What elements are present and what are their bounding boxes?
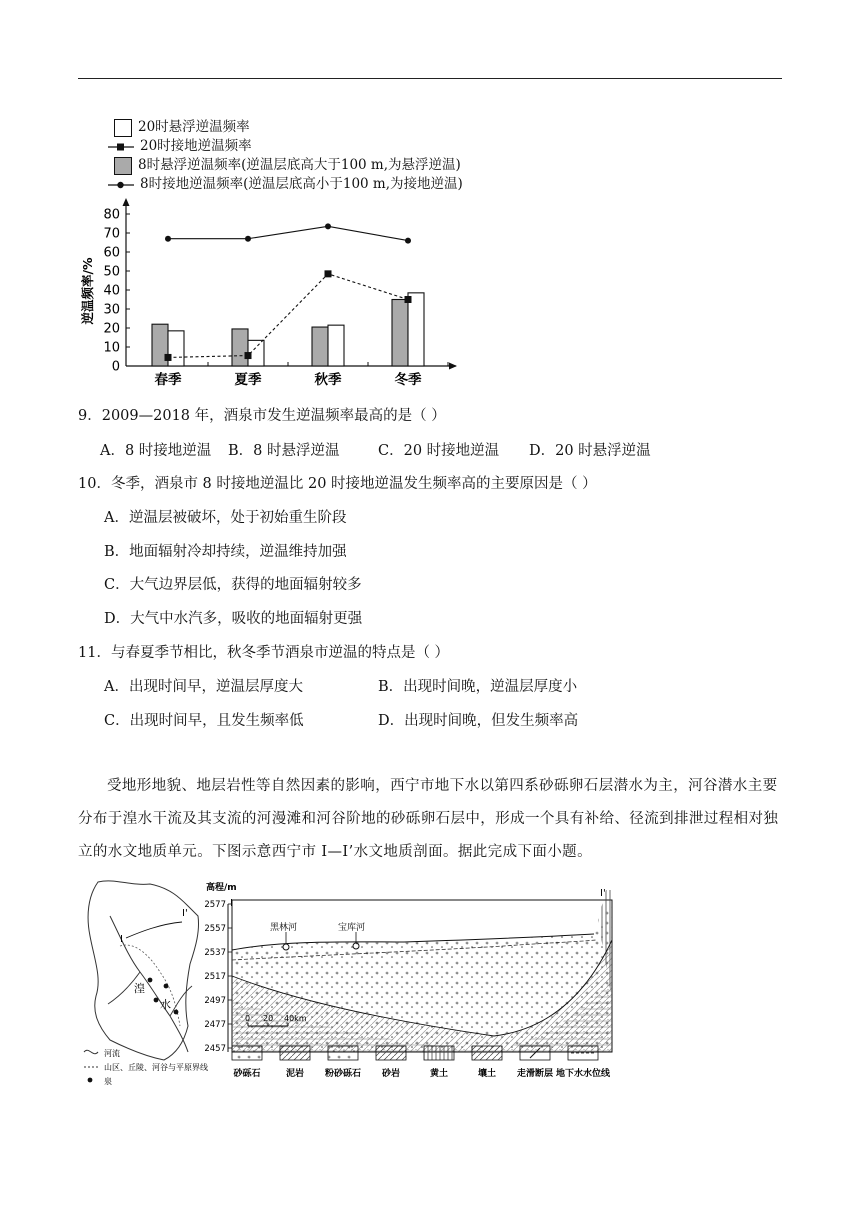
legend-label: 8时接地逆温频率(逆温层底高小于100 m,为接地逆温): [140, 176, 463, 192]
point-8h-ground: [405, 238, 411, 244]
section-y-tick-label: 2457: [204, 1044, 226, 1054]
x-tick-label: 春季: [154, 372, 182, 388]
y-tick-label: 0: [111, 359, 120, 375]
gray-box-icon: [114, 157, 132, 175]
section-y-tick-label: 2537: [204, 948, 226, 958]
point-20h-ground: [325, 270, 332, 277]
question-10-stem: 10．冬季，酒泉市 8 时接地逆温比 20 时接地逆温发生频率高的主要原因是（ ）: [78, 476, 597, 492]
legend-item-20h-suspended: [114, 118, 250, 136]
question-9-stem: 9．2009—2018 年，酒泉市发生逆温频率最高的是（ ）: [78, 408, 446, 424]
y-tick-label: 20: [103, 321, 120, 337]
y-tick-label: 80: [103, 207, 120, 223]
question-11-option-a: A．出现时间早，逆温层厚度大: [104, 679, 303, 695]
question-9-option-d: D．20 时悬浮逆温: [529, 443, 651, 459]
section-legend-label: 粉砂砾石: [324, 1069, 362, 1079]
question-10-option-b: B．地面辐射冷却持续，逆温维持加强: [104, 544, 347, 560]
question-9-option-a: A．8 时接地逆温: [100, 443, 212, 459]
y-tick-label: 60: [103, 245, 120, 261]
y-axis-arrow: [123, 198, 130, 206]
gravel-legend-swatch: [232, 1046, 262, 1060]
y-tick-label: 50: [103, 264, 120, 280]
section-legend: [226, 1044, 626, 1082]
mudstone-legend-swatch: [280, 1046, 310, 1060]
section-legend-label: 壤土: [477, 1069, 497, 1079]
map-label-i-prime: I': [182, 908, 188, 919]
bar-20h-suspended: [408, 293, 424, 366]
point-8h-ground: [325, 223, 331, 229]
map-legend-boundary: 山区、丘陵、河谷与平原界线: [104, 1063, 208, 1072]
point-8h-ground: [165, 236, 171, 242]
map-label-shui: 水: [160, 998, 171, 1011]
section-legend-label: 泥岩: [285, 1069, 305, 1079]
spring-marker: [174, 1010, 179, 1015]
square-line-icon: [108, 139, 134, 155]
section-y-tick-label: 2577: [204, 900, 226, 910]
silty-gravel-legend-swatch: [328, 1046, 358, 1060]
legend-item-8h-ground: [114, 175, 463, 193]
fault-symbol: [530, 1048, 540, 1058]
legend-label: 20时接地逆温频率: [140, 138, 252, 154]
section-legend-label: 黄土: [429, 1069, 449, 1079]
river-label-heilin: 黑林河: [270, 923, 298, 933]
question-10-option-a: A．逆温层被破坏，处于初始重生阶段: [104, 510, 347, 526]
y-tick-label: 30: [103, 302, 120, 318]
legend-item-8h-suspended: [114, 156, 461, 174]
open-box-icon: [114, 119, 132, 137]
legend-label: 20时悬浮逆温频率: [138, 119, 250, 135]
section-legend-label: 走滑断层: [516, 1069, 554, 1079]
question-9-option-b: B．8 时悬浮逆温: [228, 443, 340, 459]
scale-label-20: 20: [263, 1014, 274, 1023]
river-label-baoku: 宝库河: [338, 923, 366, 933]
inversion-frequency-chart: [78, 196, 468, 394]
section-line: [126, 922, 182, 938]
river-legend-icon: [84, 1050, 98, 1053]
loam-legend-swatch: [472, 1046, 502, 1060]
y-axis-title: 逆温频率/%: [80, 257, 95, 325]
section-y-tick-label: 2517: [204, 972, 226, 982]
header-rule: [78, 78, 782, 79]
section-legend-label: 地下水水位线: [555, 1069, 611, 1079]
map-label-i: I: [120, 934, 123, 945]
line-8h-ground: [168, 226, 408, 240]
section-y-tick-label: 2477: [204, 1020, 226, 1030]
tributary-river: [170, 986, 192, 1016]
point-20h-ground: [405, 296, 412, 303]
x-axis-arrow: [449, 363, 457, 370]
section-y-axis-label: 高程/m: [206, 883, 237, 893]
bar-8h-suspended: [312, 327, 328, 366]
question-10-option-c: C．大气边界层低，获得的地面辐射较多: [104, 577, 362, 593]
y-tick-label: 70: [103, 226, 120, 242]
map-legend-spring: 泉: [104, 1077, 112, 1086]
x-tick-label: 秋季: [314, 372, 342, 388]
scale-label-40km: 40km: [284, 1014, 307, 1023]
dot-line-icon: [108, 177, 134, 193]
section-label-i-prime: I': [600, 888, 606, 899]
loess-legend-swatch: [424, 1046, 454, 1060]
spring-legend-icon: [88, 1078, 93, 1083]
x-tick-label: 冬季: [394, 372, 422, 388]
section-y-tick-label: 2497: [204, 996, 226, 1006]
point-20h-ground: [165, 354, 172, 361]
spring-marker: [148, 978, 153, 983]
y-tick-label: 10: [103, 340, 120, 356]
question-11-option-d: D．出现时间晚，但发生频率高: [378, 713, 579, 729]
question-11-option-c: C．出现时间早，且发生频率低: [104, 713, 304, 729]
line-20h-ground: [168, 274, 408, 358]
passage-paragraph: 受地形地貌、地层岩性等自然因素的影响，西宁市地下水以第四系砂砾卵石层潜水为主，河谷潜水主要分布于湟水干流及其支流的河漫滩和河谷阶地的砂砾卵石层中，形成一个具有补给、径流到排泄过程相对独立的水文地质单元。下图示意西宁市 I—I’水文地质剖面。据此完成下面小题。: [78, 778, 779, 860]
map-legend-river: 河流: [104, 1049, 120, 1058]
map-label-huang: 湟: [134, 982, 145, 995]
section-label-i: I: [230, 898, 233, 909]
y-tick-label: 40: [103, 283, 120, 299]
section-legend-label: 砂岩: [381, 1069, 401, 1079]
scale-label-0: 0: [245, 1014, 251, 1023]
section-legend-label: 砂砾石: [233, 1069, 261, 1079]
question-11-stem: 11．与春夏季节相比，秋冬季节酒泉市逆温的特点是（ ）: [78, 645, 450, 661]
bar-8h-suspended: [232, 329, 248, 366]
spring-marker: [154, 998, 159, 1003]
bar-20h-suspended: [328, 325, 344, 366]
x-tick-label: 夏季: [234, 372, 262, 388]
point-8h-ground: [245, 236, 251, 242]
sandstone-legend-swatch: [376, 1046, 406, 1060]
section-y-tick-label: 2557: [204, 924, 226, 934]
legend-item-20h-ground: [114, 137, 252, 155]
bar-8h-suspended: [392, 300, 408, 367]
question-11-option-b: B．出现时间晚，逆温层厚度小: [378, 679, 578, 695]
question-10-option-d: D．大气中水汽多，吸收的地面辐射更强: [104, 611, 363, 627]
point-20h-ground: [245, 352, 252, 359]
question-9-option-c: C．20 时接地逆温: [378, 443, 500, 459]
spring-marker: [164, 984, 169, 989]
legend-label: 8时悬浮逆温频率(逆温层底高大于100 m,为悬浮逆温): [138, 157, 461, 173]
